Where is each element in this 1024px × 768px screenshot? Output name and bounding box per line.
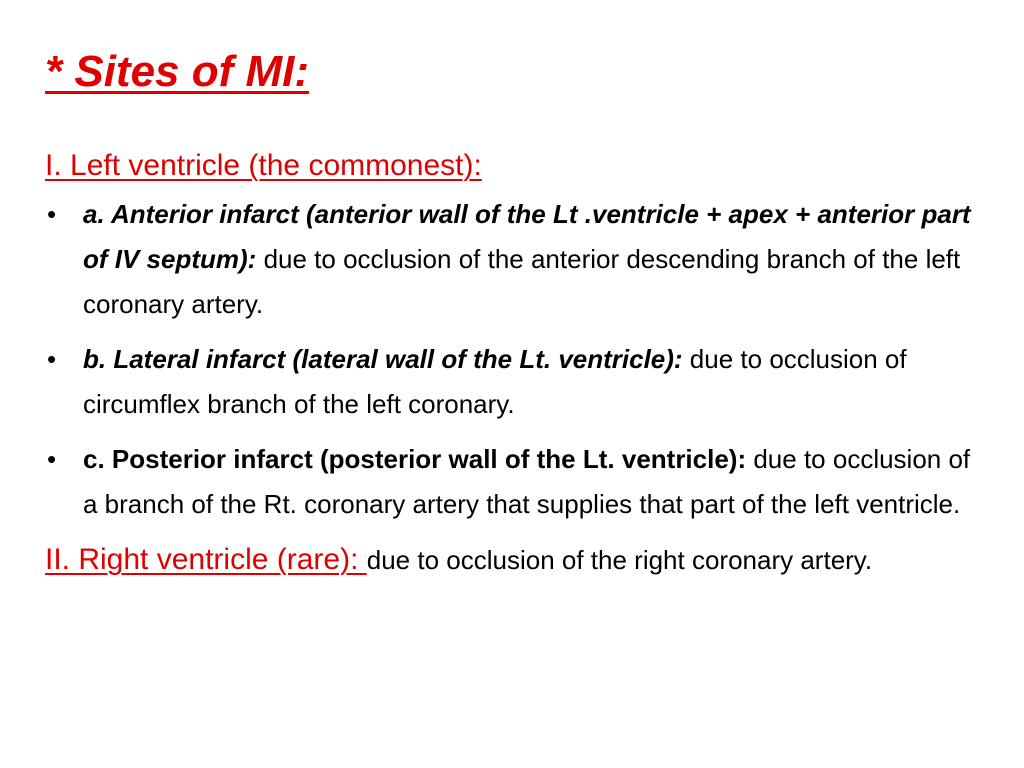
bullet-dot: • (47, 199, 57, 229)
section-right-ventricle (45, 537, 980, 583)
bullet-posterior-infarct (45, 437, 980, 527)
bullet-lead-posterior: c. Posterior infarct (posterior wall of the Lt. ventricle): (83, 444, 747, 474)
bullet-lateral-infarct (45, 337, 980, 427)
bullet-list (45, 192, 980, 527)
section-text-right-ventricle: due to occlusion of the right coronary artery. (366, 545, 873, 575)
bullet-text-posterior: due to occlusion of a branch of the Rt. coronary artery that supplies that part of the left ventricle. (83, 444, 971, 519)
bullet-lead-lateral: b. Lateral infarct (lateral wall of the Lt. ventricle): (83, 344, 683, 374)
section-heading-right-ventricle: II. Right ventricle (rare): (45, 543, 367, 576)
slide-body (45, 146, 980, 583)
bullet-lead-anterior: a. Anterior infarct (anterior wall of the Lt .ventricle + apex + anterior part of IV septum): (83, 199, 971, 274)
bullet-dot: • (47, 344, 57, 374)
bullet-text-anterior: due to occlusion of the anterior descending branch of the left coronary artery. (83, 244, 961, 319)
bullet-dot: • (47, 444, 57, 474)
bullet-text-lateral: due to occlusion of circumflex branch of the left coronary. (83, 344, 907, 419)
section-heading-left-ventricle: I. Left ventricle (the commonest): (45, 149, 482, 182)
bullet-anterior-infarct (45, 192, 980, 327)
slide-title: * Sites of MI: (45, 47, 310, 96)
